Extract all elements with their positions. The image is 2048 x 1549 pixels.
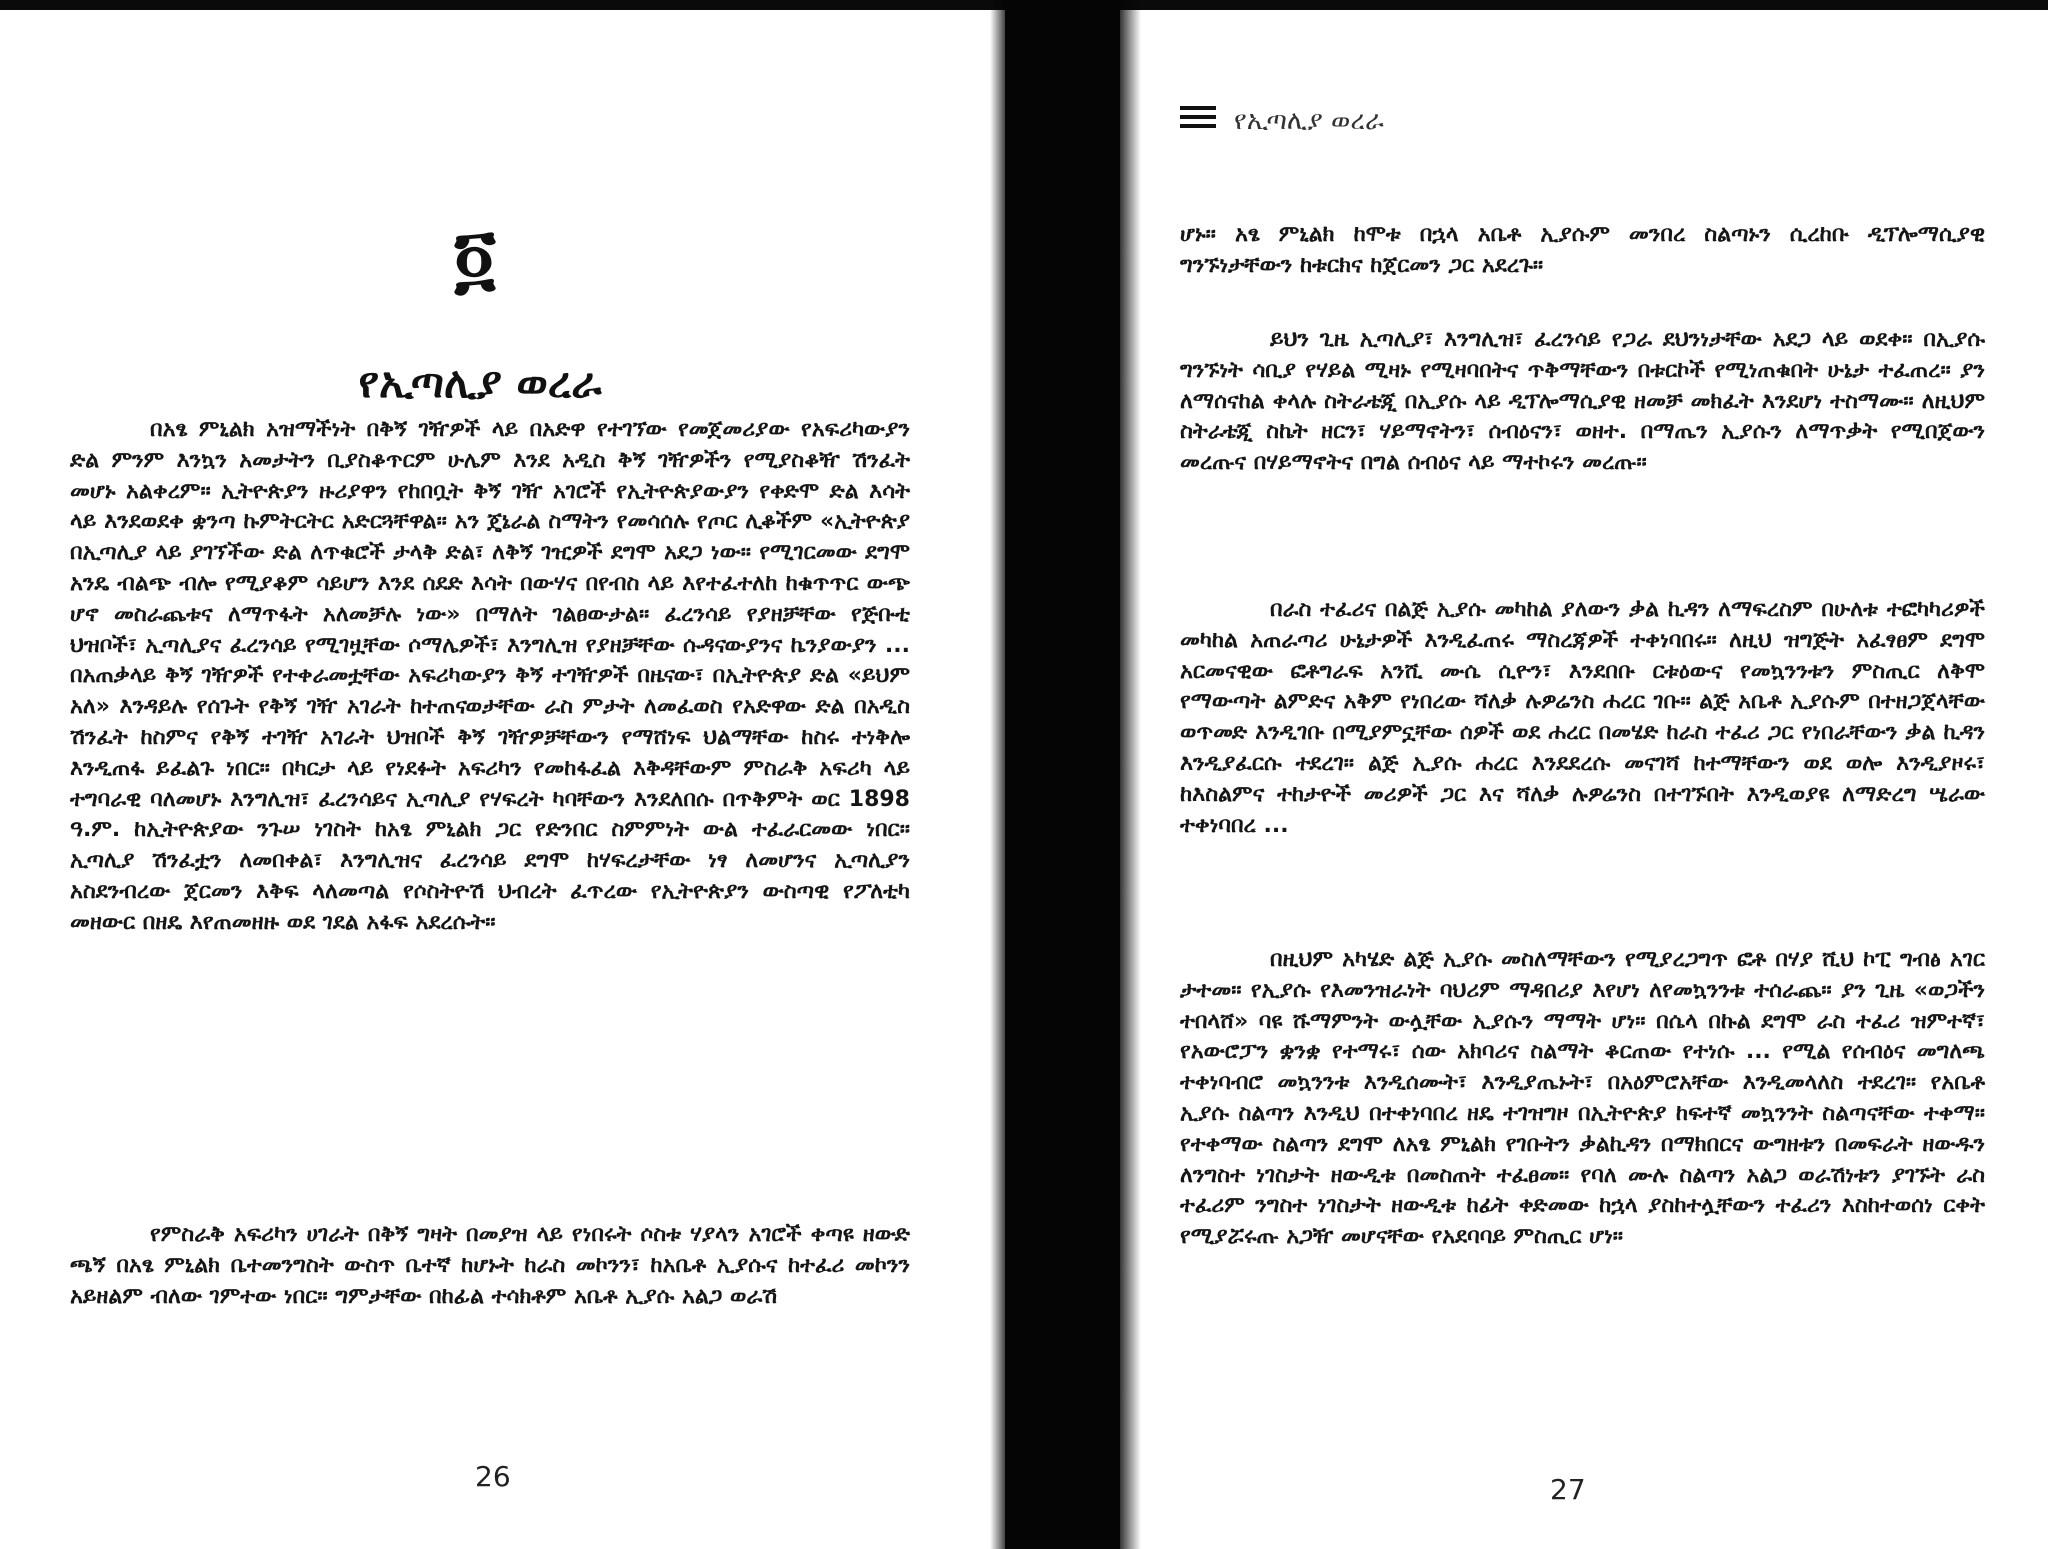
header-rule-icon — [1180, 106, 1216, 133]
paragraph: ይህን ጊዜ ኢጣሊያ፣ እንግሊዝ፣ ፈረንሳይ የጋራ ደህንነታቸው አደጋ ላይ ወደቀ። በኢያሱ ግንኙነት ሳቢያ የሃይል ሚዛኑ የሚዛባበትና ጥቅማቸውን በቱርኮች የሚነጠቁበት ሁኔታ ተፈጠረ። ያን ለማሰናከል ቀላሉ ስትራቴጂ በኢያሱ ላይ ዲፕሎማሲያዊ ዘመቻ መክፈት እንደሆነ ተስማሙ። ለዚህም ስትራቴጂ ስኬት ዘርን፣ ሃይማኖትን፣ ሰብዕናን፣ ወዘተ. በማጤን ኢያሱን ለማጥቃት የሚበጀውን መረጡና በሃይማኖትና በግል ሰብዕና ላይ ማተኮሩን መረጡ። — [1180, 327, 1985, 476]
paragraph: ሆኑ። አፄ ምኒልክ ከሞቱ በኋላ አቤቶ ኢያሱም መንበረ ስልጣኑን ሲረከቡ ዲፕሎማሲያዊ ግንኙነታቸውን ከቱርክና ከጀርመን ጋር አደረጉ። — [1180, 222, 1985, 278]
chapter-title: የኢጣሊያ ወረራ — [358, 358, 602, 408]
paragraph: በራስ ተፈሪና በልጅ ኢያሱ መካከል ያለውን ቃል ኪዳን ለማፍረስም በሁለቱ ተፎካካሪዎች መካከል አጠራጣሪ ሁኔታዎች እንዲፈጠሩ ማስረጃዎች ተቀነባበሩ። ለዚህ ዝግጅት አፈፃፀም ደግሞ አርመናዊው ፎቶግራፍ አንሺ ሙሴ ሲዮን፣ እንደበቡ ርቱዕውና የመኳንንቱን ምስጢር ለቅሞ የማውጣት ልምድና አቅም የነበረው ሻለቃ ሉዎሬንስ ሐረር ገቡ። ልጅ አቤቶ ኢያሱም በተዘጋጀላቸው ወጥመድ እንዲገቡ በሚያምኗቸው ሰዎች ወደ ሐረር በመሄድ ከራስ ተፈሪ ጋር የነበራቸውን ቃል ኪዳን እንዲያፈርሱ ተደረገ። ልጅ ኢያሱ ሐረር እንደደረሱ መናገሻ ከተማቸውን ወደ ወሎ እንዲያዞሩ፣ ከእስልምና ተከታዮች መሪዎች ጋር እና ሻለቃ ሉዎሬንስ በተገኙበት እንዲወያዩ ለማድረግ ሤራው ተቀነባበረ ... — [1180, 597, 1985, 838]
page-number: 27 — [1550, 1473, 1586, 1506]
paragraph: የምስራቅ አፍሪካን ሀገራት በቅኝ ግዛት በመያዝ ላይ የነበሩት ሶስቱ ሃያላን አገሮች ቀጣዩ ዘውድ ጫኝ በአፄ ምኒልክ ቤተመንግስት ውስጥ ቤተኛ ከሆኑት ከራስ መኮንን፣ ከአቤቶ ኢያሱና ከተፈሪ መኮንን አይዘልም ብለው ገምተው ነበር። ግምታቸው በከፊል ተሳክቶም አቤቶ ኢያሱ አልጋ ወራሽ — [70, 1222, 910, 1309]
paragraph: በአፄ ምኒልክ አዝማችነት በቅኝ ገዥዎች ላይ በአድዋ የተገኘው የመጀመሪያው የአፍሪካውያን ድል ምንም እንኳን አመታትን ቢያስቆጥርም ሁሌም እንደ አዲስ ቅኝ ገዥዎችን የሚያስቆዥ ሽንፈት መሆኑ አልቀረም። ኢትዮጵያን ዙሪያዋን የከበቧት ቅኝ ገዥ አገሮች የኢትዮጵያውያን የቀድሞ ድል እሳት ላይ እንደወደቀ ቋንጣ ኩምትርትር አድርጓቸዋል። አን ጄኔራል ስማትን የመሳሰሉ የጦር ሊቆችም «ኢትዮጵያ በኢጣሊያ ላይ ያገኘችው ድል ለጥቁሮች ታላቅ ድል፣ ለቅኝ ገዢዎች ደግሞ አደጋ ነው። የሚገርመው ደግሞ አንዴ ብልጭ ብሎ የሚያቆም ሳይሆን እንደ ሰደድ እሳት በውሃና በየብስ ላይ እየተፈተለከ ከቁጥጥር ውጭ ሆኖ መስራጨቱና ለማጥፋት አለመቻሉ ነው» በማለት ገልፀውታል። ፈረንሳይ የያዘቻቸው የጅቡቲ ህዝቦች፣ ኢጣሊያና ፈረንሳይ የሚገዟቸው ሶማሌዎች፣ እንግሊዝ የያዘቻቸው ሱዳናውያንና ኬንያውያን ... በአጠቃላይ ቅኝ ገዥዎች የተቀራመቷቸው አፍሪካውያን ቅኝ ተገዥዎች በዜናው፣ በኢትዮጵያ ድል «ይህም አለ» እንዳይሉ የሰጉት የቅኝ ገዥ አገራት ከተጠናወታቸው ራስ ምታት ለመፈወስ የአድዋው ድል በአዲስ ሽንፈት ከስምና የቅኝ ተገዥ አገራት ህዝቦች ቅኝ ገዥዎቻቸውን የማሸነፍ ህልማቸው ከስሩ ተነቅሎ እንዲጠፋ ይፈልጉ ነበር። በካርታ ላይ የነደፉት አፍሪካን የመከፋፈል እቅዳቸውም ምስራቅ አፍሪካ ላይ ተግባራዊ ባለመሆኑ እንግሊዝ፣ ፈረንሳይና ኢጣሊያ የሃፍረት ካባቸውን እንደለበሱ በጥቅምት ወር 1898 ዓ.ም. ከኢትዮጵያው ንጉሠ ነገስት ከአፄ ምኒልክ ጋር የድንበር ስምምነት ውል ተፈራርመው ነበር። ኢጣሊያ ሽንፈቷን ለመበቀል፣ እንግሊዝና ፈረንሳይ ደግሞ ከሃፍረታቸው ነፃ ለመሆንና ኢጣሊያን አስደንብረው ጀርመን እቅፍ ላለመጣል የሶስትዮሽ ህብረት ፈጥረው የኢትዮጵያን ውስጣዊ የፖለቲካ መዘውር በዘዴ እየጠመዘዙ ወደ ገደል አፋፍ አደረሱት። — [70, 417, 910, 935]
running-header-title: የኢጣሊያ ወረራ — [1234, 106, 1384, 136]
page-number: 26 — [475, 1460, 511, 1493]
paragraph: በዚህም አካሄድ ልጅ ኢያሱ መስለማቸውን የሚያረጋግጥ ፎቶ በሃያ ሺህ ኮፒ ግብፅ አገር ታተመ። የኢያሱ የእመንዝራነት ባህሪም ማዳበሪያ እየሆነ ለየመኳንንቱ ተሰራጨ። ያን ጊዜ «ወጋችን ተበላሸ» ባዩ ሹማምንት ውሏቸው ኢያሱን ማማት ሆነ። በሴላ በኩል ደግሞ ራስ ተፈሪ ዝምተኛ፣ የአውሮፓን ቋንቋ የተማሩ፣ ሰው አክባሪና ስልማት ቆርጠው የተነሱ ... የሚል የሰብዕና መግለጫ ተቀነባብሮ መኳንንቱ እንዲሰሙት፣ እንዲያጤኑት፣ በአዕምሮአቸው እንዲመላለስ ተደረገ። የአቤቶ ኢያሱ ስልጣን እንዲህ በተቀነባበረ ዘዴ ተገዝግዞ በኢትዮጵያ ከፍተኛ መኳንንት ስልጣናቸው ተቀማ። የተቀማው ስልጣን ደግሞ ለአፄ ምኒልክ የገቡትን ቃልኪዳን በማክበርና ውግዘቱን በመፍራት ዘውዱን ለንግስተ ነገስታት ዘውዲቱ በመስጠት ተፈፀመ። የባለ ሙሉ ስልጣን አልጋ ወራሽነቱን ያገኙት ራስ ተፈሪም ንግስተ ነገስታት ዘውዲቱ ከፊት ቀድመው ከኋላ ያስከተሏቸውን ተፈሪን እስከተወሰነ ርቀት የሚያሯሩጡ አጋዥ መሆናቸው የአደባባይ ምስጢር ሆነ። — [1180, 947, 1985, 1250]
left-page — [0, 10, 1000, 1549]
right-page — [1130, 10, 2048, 1549]
chapter-number: ፬ — [453, 213, 497, 302]
book-gutter — [1005, 0, 1120, 1549]
